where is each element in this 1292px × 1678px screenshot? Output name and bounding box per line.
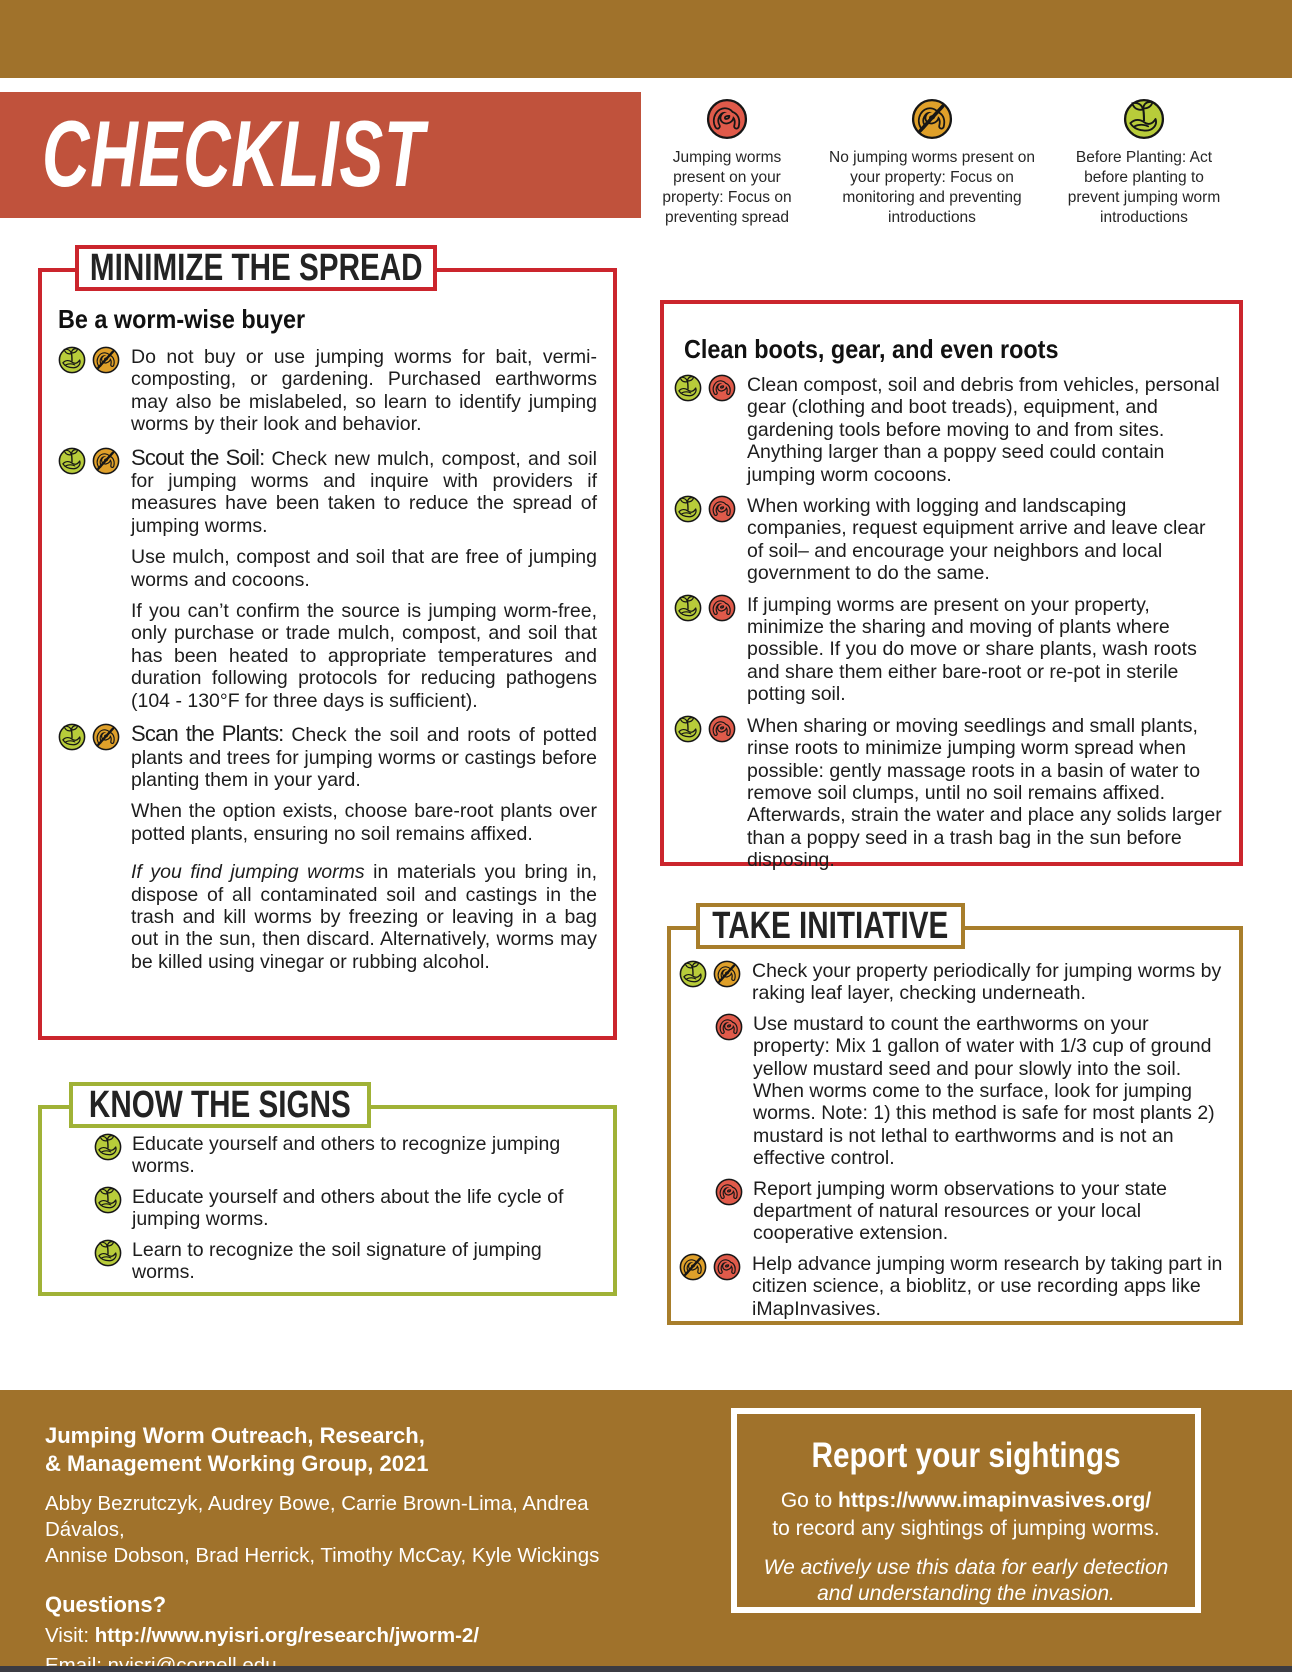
before-planting-icon [679,960,707,988]
item-icons [58,1239,123,1267]
section-title-box [696,903,965,949]
working-group-line1: Jumping Worm Outreach, Research, [45,1423,425,1448]
authors-line2: Annise Dobson, Brad Herrick, Timothy McCay, Kyle Wickings [45,1544,600,1568]
list-item [679,1013,1225,1170]
before-planting-icon [674,715,702,743]
item-icons [679,1253,743,1281]
item-text: Check your property periodically for jumping worms by raking leaf layer, checking underneath. [752,960,1222,1005]
imapinvasives-url-link[interactable]: https://www.imapinvasives.org/ [838,1489,1152,1512]
no-jumping-worms-icon [911,98,953,140]
report-note-line1: We actively use this data for early detection [763,1556,1169,1580]
before-planting-icon [94,1186,122,1214]
item-icons [58,346,122,374]
section-title-box [75,245,437,291]
jumping-worms-present-icon [708,495,736,523]
list-item [674,715,1223,872]
before-planting-icon [1123,98,1165,140]
list-item [674,495,1223,585]
list-item [58,444,597,712]
item-note-lead: If you find jumping worms [131,861,365,884]
list-item [58,1239,597,1284]
section-title: MINIMIZE THE SPREAD [89,246,423,289]
before-planting-icon [94,1239,122,1267]
section-know-the-signs [38,1083,617,1296]
jumping-worms-present-icon [708,715,736,743]
list-item [58,1133,597,1178]
subsection-heading: Be a worm-wise buyer [58,304,306,334]
footer-credits [45,1422,665,1678]
item-text: When working with logging and landscaping companies, request equipment arrive and leave clear of soil– and encourage your neighbors and local government to do the same. [747,495,1206,585]
jumping-worms-present-icon [715,1178,743,1206]
report-sightings-box [731,1408,1201,1613]
before-planting-icon [58,447,86,475]
item-icons [58,1133,123,1161]
item-text: Clean compost, soil and debris from vehicles, personal gear (clothing and boot treads), equipment, and gardening tools before moving to and from sites. Anything larger than a poppy seed could contain jumping worm cocoons. [747,374,1220,486]
section-take-initiative [667,904,1243,1325]
item-text: Educate yourself and others to recognize jumping worms. [132,1133,561,1178]
item-icons [679,1013,744,1041]
list-item [674,594,1223,706]
list-item [679,1253,1225,1320]
item-paragraph: If you can’t confirm the source is jumping worm-free, only purchase or trade mulch, compost, and soil that has been heated to appropriate temperatures and duration following protocols for reducing pathogens (104 - 130°F for three days is sufficient). [131,600,597,712]
section-title-box [69,1082,371,1128]
item-icons [674,495,738,523]
visit-url-link[interactable]: http://www.nyisri.org/research/jworm-2/ [94,1623,480,1647]
section-clean-boots [660,300,1243,872]
item-icons [58,723,122,751]
checklist-header [0,92,641,218]
item-text: Educate yourself and others about the life cycle of jumping worms. [132,1185,564,1231]
authors-line1: Abby Bezrutczyk, Audrey Bowe, Carrie Brown-Lima, Andrea Dávalos, [45,1492,589,1542]
no-jumping-worms-icon [713,960,741,988]
page-title: CHECKLIST [42,101,425,206]
report-line2: to record any sightings of jumping worms. [772,1516,1160,1540]
jumping-worms-present-icon [708,594,736,622]
before-planting-icon [94,1133,122,1161]
legend-item-jumping-worms-present [648,98,806,229]
item-text: Check the soil and roots of potted plants and trees for jumping worms or castings before planting them in your yard. [131,724,597,791]
item-text: When sharing or moving seedlings and small plants, rinse roots to minimize jumping worm spread when possible: gently massage roots in a basin of water to remove soil clumps, until no soil remains affixed. Afterwards, strain the water and place any solids larger than a poppy seed in a trash bag in the sun before disposing. [747,714,1222,872]
list-item [679,1178,1225,1245]
report-note-line2: and understanding the invasion. [817,1582,1115,1606]
item-icons [679,1178,744,1206]
no-jumping-worms-icon [679,1253,707,1281]
list-item [679,960,1225,1005]
item-icons [674,374,738,402]
questions-heading: Questions? [45,1591,167,1617]
item-icons [674,594,738,622]
no-jumping-worms-icon [92,447,120,475]
jumping-worms-present-icon [713,1253,741,1281]
section-title: KNOW THE SIGNS [89,1083,351,1126]
visit-label: Visit: [45,1623,95,1647]
item-note-text: in materials you bring in, dispose of all contaminated soil and castings in the trash and kill worms by freezing or leaving in a bag out in the sun, then discard. Alternatively, worms may be killed using vinegar or rubbing alcohol. [131,861,597,973]
list-item [58,723,597,973]
jumping-worms-present-icon [708,374,736,402]
item-lead: Scout the Soil: [131,444,272,470]
jumping-worms-present-icon [706,98,748,140]
jumping-worms-present-icon [715,1013,743,1041]
subsection-heading: Clean boots, gear, and even roots [684,334,1059,364]
item-paragraph: Use mulch, compost and soil that are free of jumping worms and cocoons. [131,546,597,591]
legend-caption: Jumping worms present on your property: Focus on preventing spread [662,149,792,227]
legend-item-no-jumping-worms [822,98,1042,229]
before-planting-icon [58,723,86,751]
top-brown-bar [0,0,1292,78]
working-group-line2: & Management Working Group, 2021 [45,1450,429,1476]
list-item [58,346,597,436]
before-planting-icon [58,346,86,374]
legend-caption: Before Planting: Act before planting to prevent jumping worm introductions [1067,149,1221,227]
section-minimize-the-spread [38,246,617,1040]
item-lead: Scan the Plants: [131,721,292,747]
legend-caption: No jumping worms present on your property: Focus on monitoring and preventing introductions [829,149,1035,227]
before-planting-icon [674,495,702,523]
list-item [58,1186,597,1231]
before-planting-icon [674,374,702,402]
section-title: TAKE INITIATIVE [712,904,949,947]
item-icons [679,960,743,988]
no-jumping-worms-icon [92,723,120,751]
legend-item-before-planting [1058,98,1230,229]
report-title: Report your sightings [811,1436,1121,1475]
item-text: Do not buy or use jumping worms for bait, vermi-composting, or gardening. Purchased earthworms may also be mislabeled, so learn to identify jumping worms by their look and behavior. [131,346,597,436]
item-icons [674,715,738,743]
item-text: Check new mulch, compost, and soil for jumping worms and inquire with providers if measures have been taken to reduce the spread of jumping worms. [131,447,597,537]
goto-label: Go to [780,1489,839,1512]
item-text: Learn to recognize the soil signature of jumping worms. [132,1238,542,1284]
item-text: Use mustard to count the earthworms on your property: Mix 1 gallon of water with 1/3 cup of ground yellow mustard seed and pour slowly into the soil. When worms come to the surface, look for jumping worms. Note: 1) this method is safe for most plants 2) mustard is not lethal to earthworms and is not an effective control. [753,1012,1215,1170]
icon-legend [648,98,1230,229]
page-bottom-edge [0,1666,1292,1672]
item-icons [58,1186,123,1214]
item-text: Help advance jumping worm research by taking part in citizen science, a bioblitz, or use recording apps like iMapInvasives. [752,1252,1223,1320]
before-planting-icon [674,594,702,622]
item-text: If jumping worms are present on your property, minimize the sharing and moving of plants where possible. If you do move or share plants, wash roots and share them either bare-root or re-pot in sterile potting soil. [747,593,1197,706]
item-icons [58,447,122,475]
footer [0,1390,1292,1672]
item-text: Report jumping worm observations to your state department of natural resources or your local cooperative extension. [753,1177,1168,1245]
no-jumping-worms-icon [92,346,120,374]
list-item [674,374,1223,486]
item-paragraph: When the option exists, choose bare-root plants over potted plants, ensuring no soil remains affixed. [131,800,597,845]
